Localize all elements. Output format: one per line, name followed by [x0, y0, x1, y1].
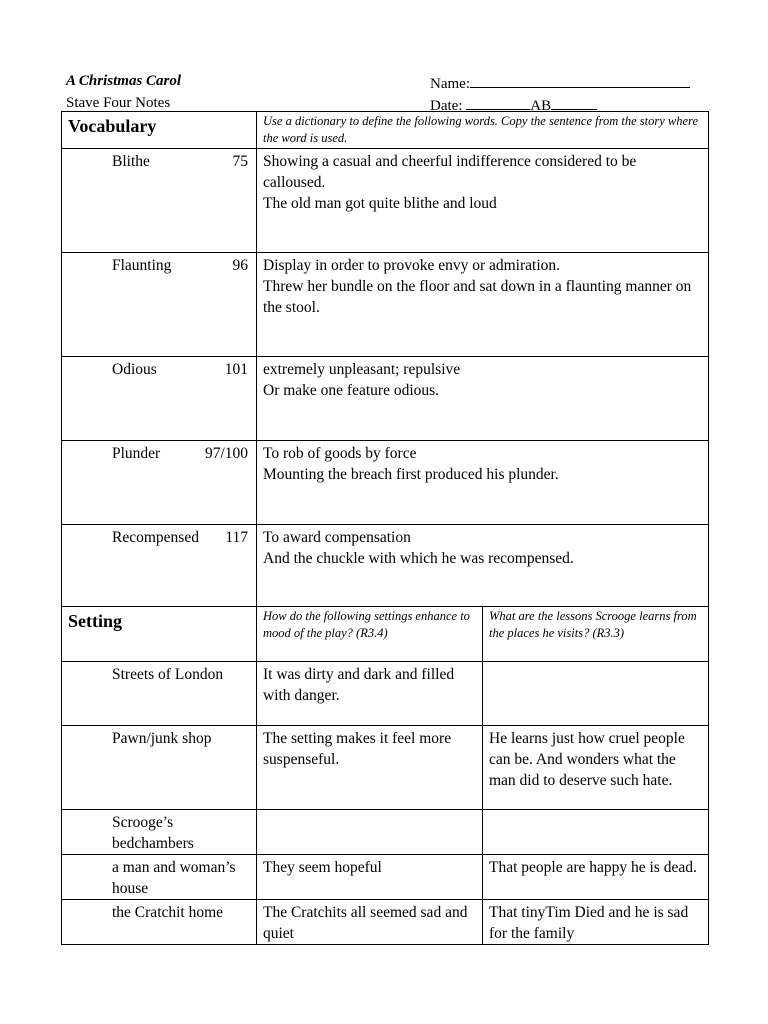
vocab-page: 97/100: [204, 445, 248, 462]
vocab-page: 75: [232, 153, 248, 170]
document-subtitle: Stave Four Notes: [66, 95, 171, 111]
setting-question-mood: How do the following settings enhance to mood of the play? (R3.4): [257, 607, 483, 662]
date-blank-end[interactable]: [551, 95, 597, 110]
name-label: Name:: [430, 76, 470, 92]
setting-place: the Cratchit home: [62, 900, 257, 945]
vocab-word: Blithe: [112, 153, 150, 170]
vocab-word-cell: [62, 441, 257, 525]
setting-mood-cell[interactable]: The Cratchits all seemed sad and quiet: [257, 900, 483, 945]
vocab-page: 101: [224, 361, 248, 378]
vocabulary-header-row: [62, 112, 709, 149]
setting-row: [62, 726, 709, 810]
vocab-definition: extremely unpleasant; repulsive: [263, 361, 461, 378]
vocab-answer-cell[interactable]: [257, 441, 709, 525]
vocab-row: [62, 441, 709, 525]
vocab-page: 96: [232, 257, 248, 274]
vocab-sentence: Mounting the breach first produced his plunder.: [263, 466, 559, 483]
vocab-row: [62, 253, 709, 357]
setting-mood-cell[interactable]: They seem hopeful: [257, 855, 483, 900]
vocab-sentence: Or make one feature odious.: [263, 382, 440, 399]
vocab-definition: Showing a casual and cheerful indifference considered to be calloused.: [263, 153, 637, 191]
vocab-definition: To award compensation: [263, 529, 411, 546]
vocab-word-cell: [62, 357, 257, 441]
vocab-sentence: Threw her bundle on the floor and sat down in a flaunting manner on the stool.: [263, 278, 692, 316]
vocabulary-heading: Vocabulary: [62, 112, 257, 149]
vocab-word-cell: [62, 253, 257, 357]
setting-header-row: [62, 607, 709, 662]
vocab-answer-cell[interactable]: [257, 357, 709, 441]
setting-lesson-cell[interactable]: That tinyTim Died and he is sad for the family: [483, 900, 709, 945]
setting-lesson-cell[interactable]: [483, 662, 709, 726]
notes-table: [61, 111, 709, 945]
date-blank[interactable]: [466, 95, 530, 110]
setting-lesson-cell[interactable]: [483, 810, 709, 855]
vocab-word: Odious: [112, 361, 157, 378]
vocab-definition: Display in order to provoke envy or admiration.: [263, 257, 561, 274]
document-title: A Christmas Carol: [66, 73, 182, 89]
vocabulary-instructions: Use a dictionary to define the following words. Copy the sentence from the story where the word is used.: [257, 112, 709, 149]
setting-mood-cell[interactable]: It was dirty and dark and filled with danger.: [257, 662, 483, 726]
name-blank[interactable]: [470, 73, 690, 88]
vocab-row: [62, 525, 709, 607]
date-class: AB: [530, 98, 552, 114]
setting-row: [62, 810, 709, 855]
name-field[interactable]: [430, 73, 690, 93]
setting-row: [62, 855, 709, 900]
vocab-definition: To rob of goods by force: [263, 445, 417, 462]
setting-mood-cell[interactable]: [257, 810, 483, 855]
setting-row: [62, 900, 709, 945]
vocab-word: Flaunting: [112, 257, 172, 274]
vocab-page: 117: [225, 529, 248, 546]
setting-mood-cell[interactable]: The setting makes it feel more suspenseful.: [257, 726, 483, 810]
setting-place: Streets of London: [62, 662, 257, 726]
vocab-word: Recompensed: [112, 529, 199, 546]
vocab-word-cell: [62, 149, 257, 253]
setting-question-lessons: What are the lessons Scrooge learns from the places he visits? (R3.3): [483, 607, 709, 662]
setting-heading: Setting: [62, 607, 257, 662]
vocab-row: [62, 357, 709, 441]
vocab-row: [62, 149, 709, 253]
setting-lesson-cell[interactable]: He learns just how cruel people can be. And wonders what the man did to deserve such hate.: [483, 726, 709, 810]
vocab-word-cell: [62, 525, 257, 607]
vocab-answer-cell[interactable]: [257, 525, 709, 607]
setting-lesson-cell[interactable]: That people are happy he is dead.: [483, 855, 709, 900]
setting-place: Pawn/junk shop: [62, 726, 257, 810]
setting-place: Scrooge’s bedchambers: [62, 810, 257, 855]
setting-row: [62, 662, 709, 726]
vocab-sentence: And the chuckle with which he was recompensed.: [263, 550, 574, 567]
vocab-answer-cell[interactable]: [257, 149, 709, 253]
vocab-word: Plunder: [112, 445, 161, 462]
vocab-answer-cell[interactable]: [257, 253, 709, 357]
date-label: Date:: [430, 98, 463, 114]
setting-place: a man and woman’s house: [62, 855, 257, 900]
vocab-sentence: The old man got quite blithe and loud: [263, 195, 497, 212]
